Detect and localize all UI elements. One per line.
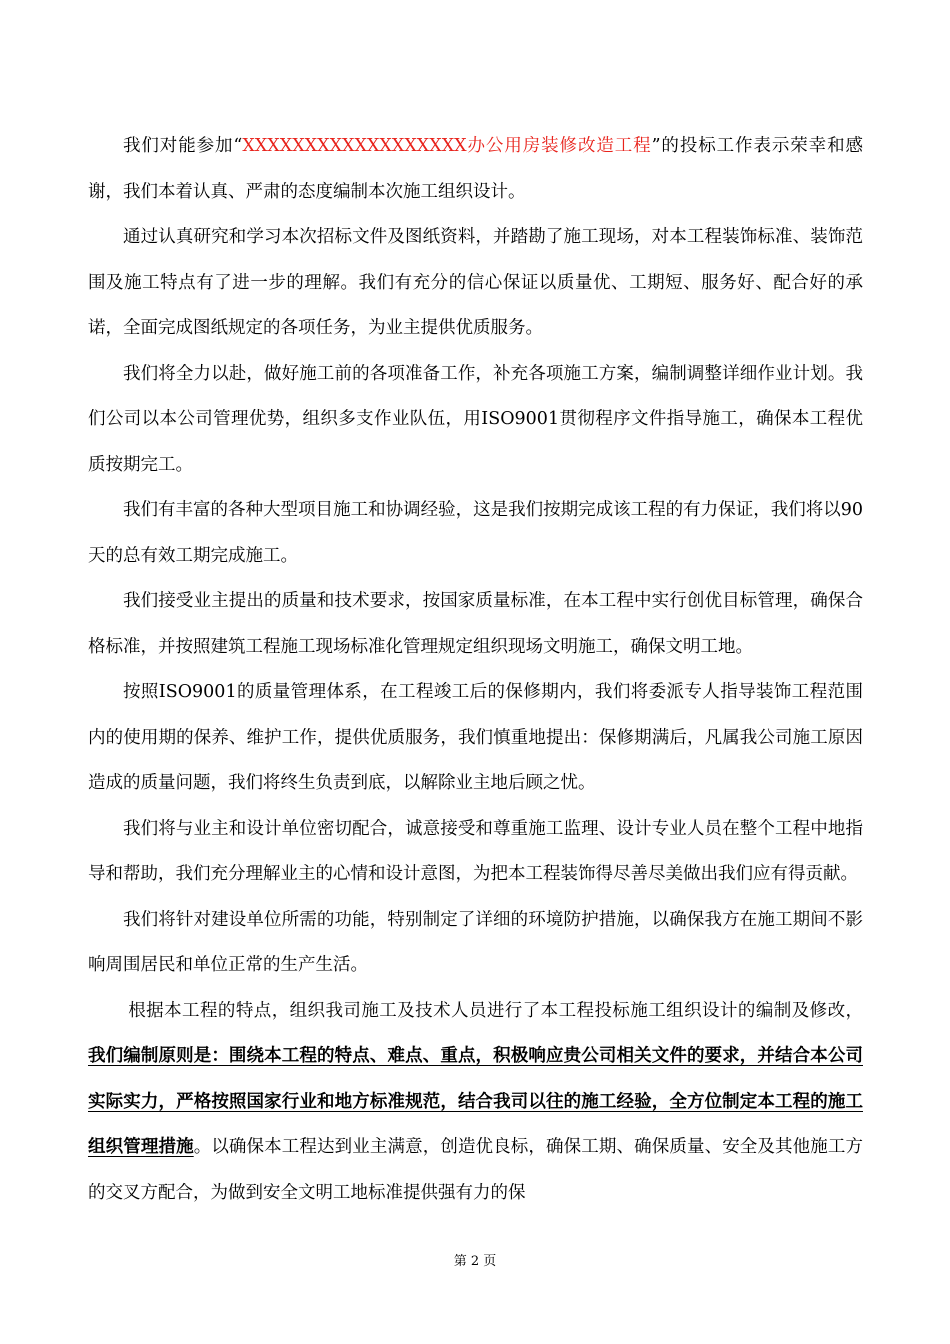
compilation-principles: 我们编制原则是：围绕本工程的特点、难点、重点，积极响应贵公司相关文件的要求，并结合本公司实际实力，严格按照国家行业和地方标准规范，结合我司以往的施工经验，全方位制定本工程的施工组织管理措施 <box>88 1046 863 1157</box>
project-name: XXXXXXXXXXXXXXXXXX办公用房装修改造工程 <box>242 136 652 156</box>
paragraph-warranty: 按照ISO9001的质量管理体系，在工程竣工后的保修期内，我们将委派专人指导装饰工程范围内的使用期的保养、维护工作，提供优质服务，我们慎重地提出：保修期满后，凡属我公司施工原因造成的质量问题，我们将终生负责到底，以解除业主地后顾之忧。 <box>88 682 863 793</box>
paragraph-intro-after: ”的投标工作表示荣幸和感谢，我们本着认真、严肃的态度编制本次施工组织设计。 <box>88 136 863 202</box>
paragraph-principles-after: 。以确保本工程达到业主满意，创造优良标，确保工期、确保质量、安全及其他施工方的交叉方配合，为做到安全文明工地标准提供强有力的保 <box>88 1137 864 1203</box>
paragraph-intro <box>88 124 863 215</box>
paragraph-principles-before: 根据本工程的特点，组织我司施工及技术人员进行了本工程投标施工组织设计的编制及修改， <box>128 1000 863 1021</box>
paragraph-quality: 我们接受业主提出的质量和技术要求，按国家质量标准，在本工程中实行创优目标管理，确保合格标准，并按照建筑工程施工现场标准化管理规定组织现场文明施工，确保文明工地。 <box>88 591 863 657</box>
paragraph-cooperation: 我们将与业主和设计单位密切配合，诚意接受和尊重施工监理、设计专业人员在整个工程中地指导和帮助，我们充分理解业主的心情和设计意图，为把本工程装饰得尽善尽美做出我们应有得贡献。 <box>88 818 863 884</box>
paragraph-principles <box>88 989 863 1217</box>
paragraph-intro-before: 我们对能参加“ <box>123 136 243 156</box>
paragraph-experience: 我们有丰富的各种大型项目施工和协调经验，这是我们按期完成该工程的有力保证，我们将以90天的总有效工期完成施工。 <box>88 500 863 566</box>
paragraph-research: 通过认真研究和学习本次招标文件及图纸资料，并踏勘了施工现场，对本工程装饰标准、装饰范围及施工特点有了进一步的理解。我们有充分的信心保证以质量优、工期短、服务好、配合好的承诺，全面完成图纸规定的各项任务，为业主提供优质服务。 <box>88 227 863 338</box>
document-body <box>88 124 863 1216</box>
page-number: 第 2 页 <box>453 1254 497 1269</box>
paragraph-environment: 我们将针对建设单位所需的功能，特别制定了详细的环境防护措施，以确保我方在施工期间不影响周围居民和单位正常的生产生活。 <box>88 909 863 975</box>
paragraph-preparation: 我们将全力以赴，做好施工前的各项准备工作，补充各项施工方案，编制调整详细作业计划。我们公司以本公司管理优势，组织多支作业队伍，用ISO9001贯彻程序文件指导施工，确保本工程优质按期完工。 <box>88 363 863 475</box>
